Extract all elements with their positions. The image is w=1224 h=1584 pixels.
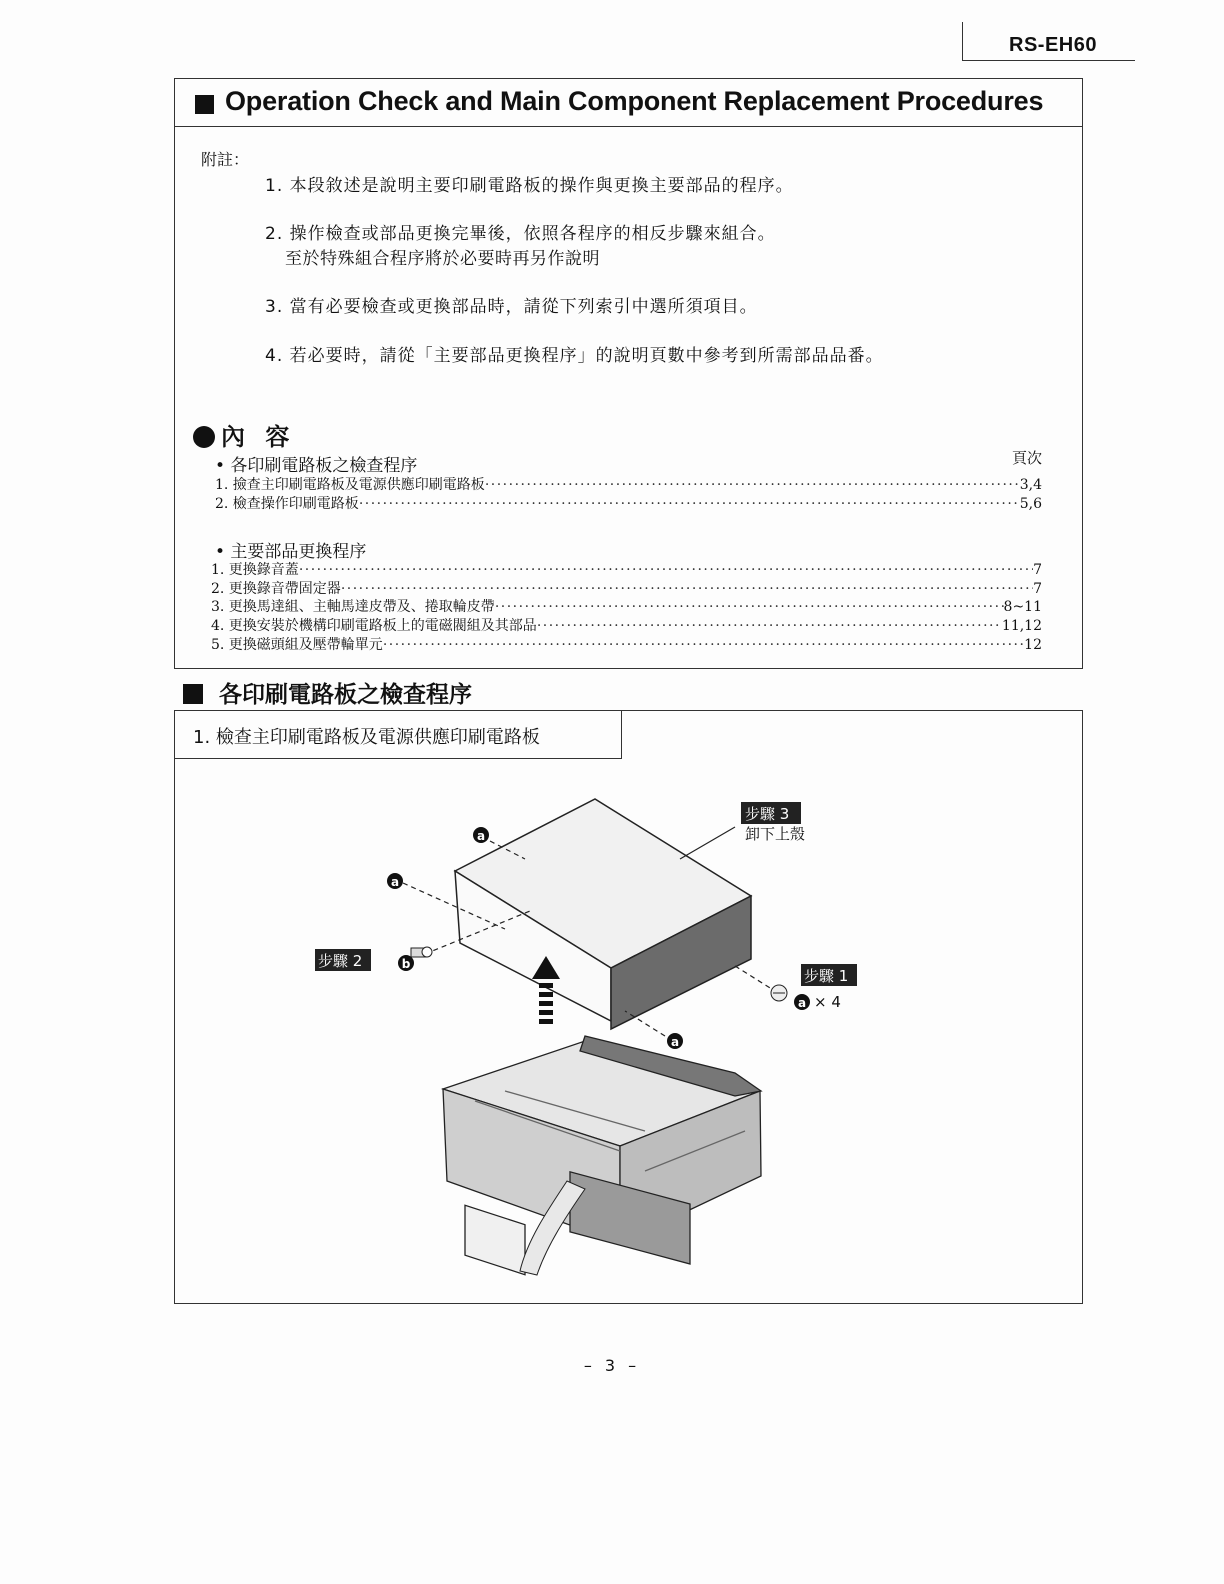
title-bar	[175, 79, 1082, 127]
step2-label: 步驟 2	[318, 952, 363, 970]
toc-leader	[485, 476, 1020, 495]
toc-item[interactable]	[215, 495, 1042, 514]
square-bullet-icon	[183, 684, 203, 704]
toc-group-heading: • 主要部品更換程序	[215, 542, 367, 562]
top-cover	[455, 799, 751, 1029]
toc-item-page: 11,12	[1001, 618, 1042, 634]
toc-item-page: 12	[1024, 637, 1042, 653]
toc-item-label: 2. 檢查操作印刷電路板	[215, 496, 359, 512]
main-unit-chassis	[443, 1036, 761, 1275]
toc-leader	[537, 617, 1002, 636]
toc-item-label: 3. 更換馬達組、主軸馬達皮帶及、捲取輪皮帶	[211, 599, 495, 615]
step3-badge	[741, 802, 801, 824]
figure-box	[174, 710, 1083, 1304]
toc-item-label: 1. 撿查主印刷電路板及電源供應印刷電路板	[215, 477, 485, 493]
screw-count-label	[794, 993, 841, 1011]
note-1: 1. 本段敘述是說明主要印刷電路板的操作與更換主要部品的程序。	[265, 176, 794, 196]
note-4: 4. 若必要時，請從「主要部品更換程序」的說明頁數中參考到所需部品品番。	[265, 346, 884, 366]
toc-item-page: 5,6	[1019, 496, 1042, 512]
screw-a-letter: a	[390, 875, 400, 889]
circle-bullet-icon	[193, 426, 215, 448]
toc-item-label: 2. 更換錄音帶固定器	[211, 581, 341, 597]
step1-badge	[801, 964, 857, 986]
note-label: 附註：	[201, 150, 250, 169]
toc-item-page: 3,4	[1019, 477, 1042, 493]
step2-badge	[315, 949, 371, 971]
screw-a-marker	[667, 1033, 683, 1049]
note-2: 2. 操作檢查或部品更換完畢後，依照各程序的相反步驟來組合。	[265, 224, 776, 244]
step3-label: 步驟 3	[745, 805, 790, 823]
screw-a-marker	[387, 873, 403, 889]
square-bullet-icon	[195, 95, 214, 114]
screw-a-letter: a	[797, 996, 807, 1010]
step3-leader	[680, 827, 735, 859]
toc-item-page: 8~11	[1003, 599, 1042, 615]
screw-a-letter: a	[476, 829, 486, 843]
toc-leader	[495, 598, 1004, 617]
toc-item[interactable]	[211, 580, 1042, 599]
screw-b-letter: b	[401, 957, 411, 971]
screw-a-letter: a	[670, 1035, 680, 1049]
toc-item-page: 7	[1033, 581, 1042, 597]
procedures-box	[174, 78, 1083, 669]
contents-heading	[193, 417, 295, 452]
section-heading-text: 各印刷電路板之檢查程序	[219, 682, 472, 708]
model-tag	[962, 22, 1135, 61]
contents-heading-text: 內 容	[221, 423, 296, 451]
screw-b-marker	[398, 955, 414, 971]
note-3: 3. 當有必要檢查或更換部品時，請從下列索引中選所須項目。	[265, 297, 758, 317]
step3-caption: 卸下上殼	[745, 825, 806, 843]
screw-b-icon	[411, 947, 432, 957]
step1-label: 步驟 1	[804, 967, 849, 985]
figure-title: 1. 檢查主印刷電路板及電源供應印刷電路板	[193, 727, 540, 748]
toc-group-heading: • 各印刷電路板之檢查程序	[215, 456, 418, 476]
page-number: – 3 –	[583, 1356, 641, 1375]
screw-a-icon	[771, 985, 787, 1001]
toc-item[interactable]	[211, 561, 1042, 580]
toc-item-label: 1. 更換錄音蓋	[211, 562, 299, 578]
toc-item-label: 5. 更換磁頭組及壓帶輪單元	[211, 637, 383, 653]
page-column-label: 頁次	[1011, 449, 1042, 467]
model-number: RS-EH60	[1009, 34, 1097, 56]
toc-leader	[299, 561, 1033, 580]
toc-item[interactable]	[211, 636, 1042, 655]
toc-leader	[341, 580, 1033, 599]
screw-a-marker	[473, 827, 489, 843]
toc-leader	[359, 495, 1020, 514]
screw-count: × 4	[814, 993, 841, 1011]
toc-item[interactable]	[215, 476, 1042, 495]
section-heading	[183, 676, 472, 709]
toc-item-label: 4. 更換安裝於機構印刷電路板上的電磁閥組及其部品	[211, 618, 537, 634]
toc-item-page: 7	[1033, 562, 1042, 578]
toc-item[interactable]	[211, 617, 1042, 636]
toc-item[interactable]	[211, 598, 1042, 617]
disassembly-illustration	[175, 711, 1082, 1303]
toc-leader	[383, 636, 1024, 655]
note-2-continued: 至於特殊組合程序將於必要時再另作說明	[285, 249, 600, 269]
page-title: Operation Check and Main Component Replacement Procedures	[225, 86, 1044, 116]
